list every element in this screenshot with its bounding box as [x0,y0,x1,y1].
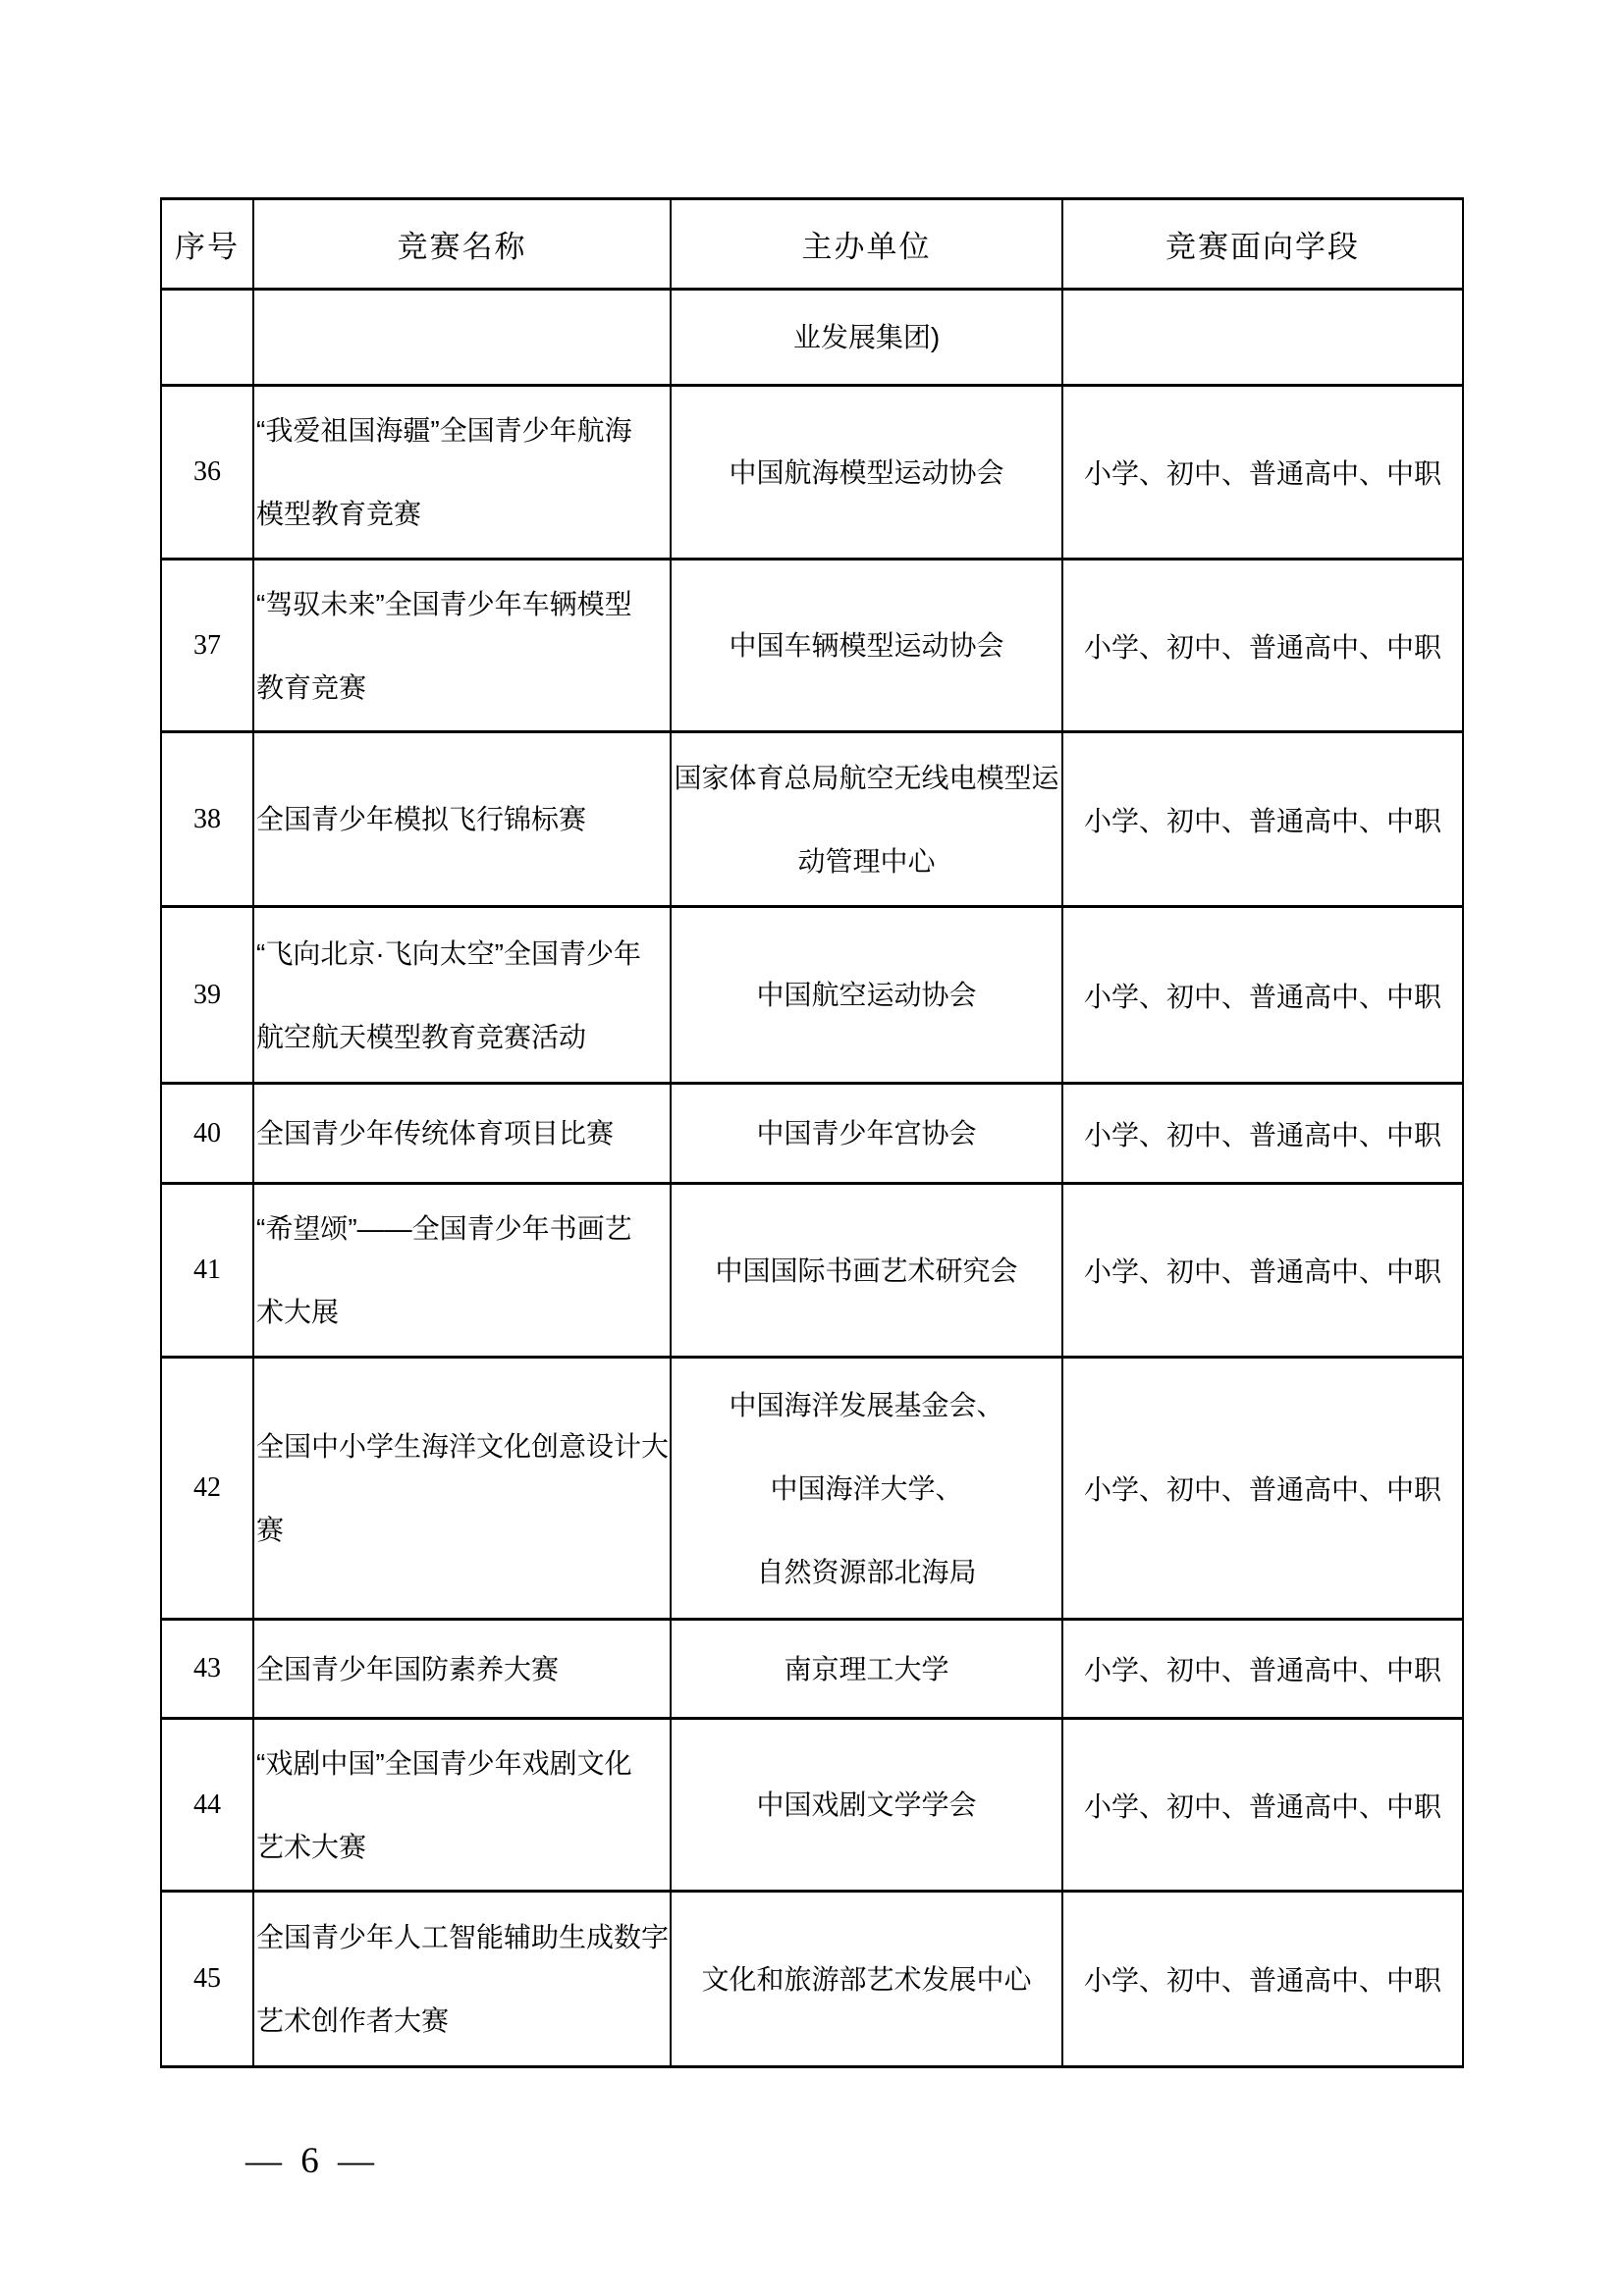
cell-serial: 37 [161,560,253,732]
cell-name [253,732,671,907]
page-number: — 6 — [245,2141,379,2181]
cell-name [253,907,671,1084]
table-row [161,560,1463,732]
table-row [161,732,1463,907]
cell-level [1062,290,1463,386]
text-line: 全国青少年人工智能辅助生成数字 [256,1922,670,1952]
header-competition-name: 竞赛名称 [253,199,671,290]
table-row [161,907,1463,1084]
cell-name [253,1892,671,2067]
cell-level: 小学、初中、普通高中、中职 [1062,386,1463,560]
text-line: 航空航天模型教育竞赛活动 [256,1021,587,1052]
text-line: 中国航空运动协会 [756,980,977,1010]
cell-name [253,1358,671,1620]
text-line: 术大展 [256,1297,340,1327]
table-row [161,1184,1463,1358]
table-row [161,386,1463,560]
cell-level: 小学、初中、普通高中、中职 [1062,1620,1463,1719]
cell-organizer [671,1719,1062,1892]
text-line: 艺术大赛 [256,1831,367,1862]
text-line: 中国戏剧文学学会 [756,1789,977,1820]
cell-name [253,1084,671,1184]
text-line: 全国青少年传统体育项目比赛 [256,1118,615,1148]
cell-level: 小学、初中、普通高中、中职 [1062,560,1463,732]
header-organizer: 主办单位 [671,199,1062,290]
cell-organizer [671,1892,1062,2067]
cell-organizer [671,560,1062,732]
cell-level: 小学、初中、普通高中、中职 [1062,1084,1463,1184]
text-line: 全国中小学生海洋文化创意设计大 [256,1431,670,1462]
table-row [161,1620,1463,1719]
table-row [161,1892,1463,2067]
text-line: 赛 [256,1515,285,1545]
cell-organizer [671,1184,1062,1358]
text-line: “我爱祖国海疆”全国青少年航海 [256,415,632,446]
text-line: “希望颂”——全国青少年书画艺 [256,1213,632,1244]
cell-organizer [671,1620,1062,1719]
cell-organizer [671,1358,1062,1620]
cell-serial: 36 [161,386,253,560]
cell-serial: 42 [161,1358,253,1620]
text-line: 中国青少年宫协会 [756,1118,977,1148]
cell-level: 小学、初中、普通高中、中职 [1062,732,1463,907]
table-row-continuation [161,290,1463,386]
cell-organizer [671,1084,1062,1184]
text-line: 文化和旅游部艺术发展中心 [701,1963,1032,1995]
cell-serial: 39 [161,907,253,1084]
cell-serial [161,290,253,386]
text-line: “驾驭未来”全国青少年车辆模型 [256,588,632,619]
cell-serial: 45 [161,1892,253,2067]
cell-name [253,1719,671,1892]
text-line: 中国海洋大学、 [770,1472,963,1504]
cell-organizer [671,732,1062,907]
text-line: 中国航海模型运动协会 [729,456,1004,488]
cell-level: 小学、初中、普通高中、中职 [1062,907,1463,1084]
text-line: 中国海洋发展基金会、 [729,1389,1004,1420]
text-line: 动管理中心 [797,845,936,877]
cell-level: 小学、初中、普通高中、中职 [1062,1184,1463,1358]
text-line: 自然资源部北海局 [756,1556,977,1587]
cell-name [253,560,671,732]
table-row [161,1358,1463,1620]
text-line: 业发展集团) [792,322,941,352]
text-line: 南京理工大学 [784,1653,949,1684]
header-serial: 序号 [161,199,253,290]
cell-name [253,386,671,560]
cell-level: 小学、初中、普通高中、中职 [1062,1719,1463,1892]
table-row [161,1719,1463,1892]
cell-level: 小学、初中、普通高中、中职 [1062,1892,1463,2067]
competition-table [160,197,1464,2068]
cell-serial: 38 [161,732,253,907]
text-line: “戏剧中国”全国青少年戏剧文化 [256,1747,632,1779]
cell-serial: 40 [161,1084,253,1184]
cell-organizer [671,290,1062,386]
cell-name [253,1184,671,1358]
cell-serial: 44 [161,1719,253,1892]
text-line: 国家体育总局航空无线电模型运 [674,762,1059,793]
text-line: 全国青少年模拟飞行锦标赛 [256,804,587,834]
text-line: 艺术创作者大赛 [256,2005,450,2036]
header-school-level: 竞赛面向学段 [1062,199,1463,290]
cell-name [253,1620,671,1719]
cell-serial: 41 [161,1184,253,1358]
cell-serial: 43 [161,1620,253,1719]
text-line: 教育竞赛 [256,671,367,703]
cell-level: 小学、初中、普通高中、中职 [1062,1358,1463,1620]
text-line: 中国车辆模型运动协会 [729,630,1004,661]
text-line: 模型教育竞赛 [256,499,422,529]
table-row [161,1084,1463,1184]
text-line: “飞向北京·飞向太空”全国青少年 [256,937,641,969]
cell-name [253,290,671,386]
text-line: 中国国际书画艺术研究会 [715,1255,1018,1286]
table-header-row [161,199,1463,290]
text-line: 全国青少年国防素养大赛 [256,1653,560,1684]
cell-organizer [671,907,1062,1084]
cell-organizer [671,386,1062,560]
